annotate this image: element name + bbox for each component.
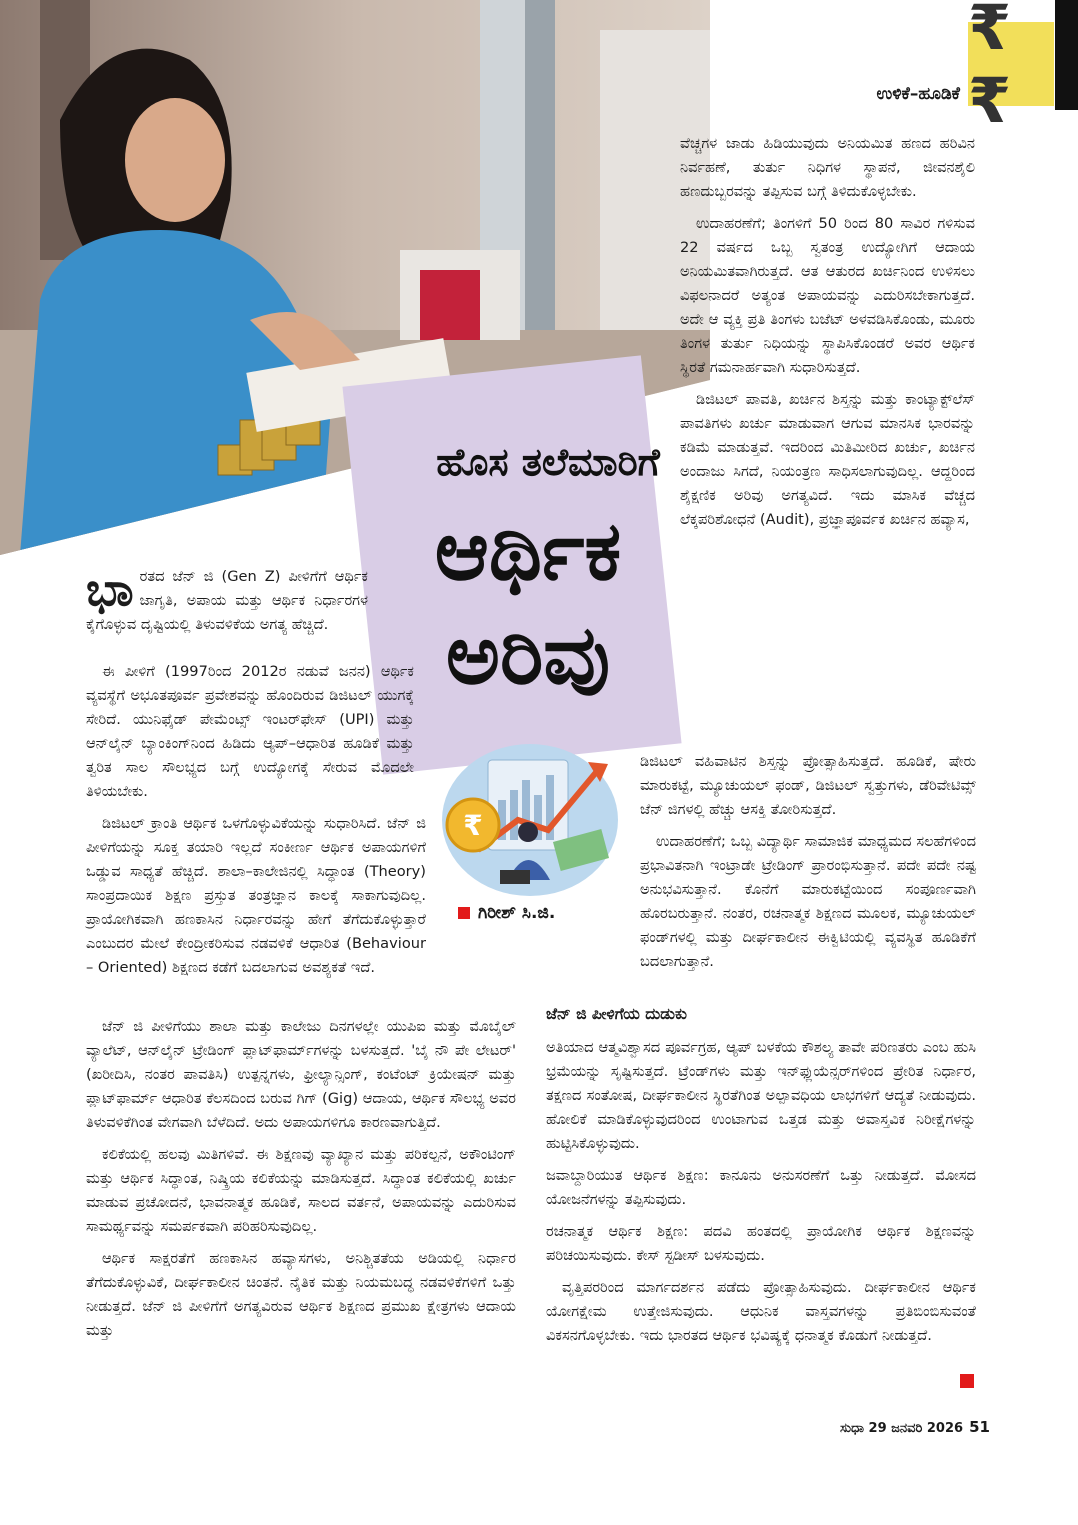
title-line-3: ಅರಿವು bbox=[445, 608, 611, 703]
byline bbox=[458, 903, 555, 923]
paragraph: ಉದಾಹರಣೆಗೆ; ತಿಂಗಳಿಗೆ 50 ರಿಂದ 80 ಸಾವಿರ ಗಳಿಸುವ 22 ವರ್ಷದ ಒಬ್ಬ ಸ್ವತಂತ್ರ ಉದ್ಯೋಗಿಗೆ ಆದಾಯ ಅನಿಯಮಿತವಾಗಿರುತ್ತದೆ. ಆತ ಆತುರದ ಖರ್ಚಿನಿಂದ ಉಳಿಸಲು ವಿಫಲನಾದರೆ ಅತ್ಯಂತ ಅಪಾಯವನ್ನು ಎದುರಿಸಬೇಕಾಗುತ್ತದೆ. ಅದೇ ಆ ವ್ಯಕ್ತಿ ಪ್ರತಿ ತಿಂಗಳು ಬಜೆಟ್ ಅಳವಡಿಸಿಕೊಂಡು, ಮೂರು ತಿಂಗಳ ತುರ್ತು ನಿಧಿಯನ್ನು ಸ್ಥಾಪಿಸಿಕೊಂಡರೆ ಅವರ ಆರ್ಥಿಕ ಸ್ಥಿರತೆ ಗಮನಾರ್ಹವಾಗಿ ಸುಧಾರಿಸುತ್ತದೆ. bbox=[680, 215, 975, 376]
paragraph: ಜೆನ್ ಜಿ ಪೀಳಿಗೆಯು ಶಾಲಾ ಮತ್ತು ಕಾಲೇಜು ದಿನಗಳಲ್ಲೇ ಯುಪಿಐ ಮತ್ತು ಮೊಬೈಲ್ ವ್ಯಾಲೆಟ್, ಆನ್‌ಲೈನ್ ಟ್ರೇಡಿಂಗ್ ಪ್ಲಾಟ್‌ಫಾರ್ಮ್‌ಗಳನ್ನು ಬಳಸುತ್ತದೆ. 'ಬೈ ನೌ ಪೇ ಲೇಟರ್' (ಖರೀದಿಸಿ, ನಂತರ ಪಾವತಿಸಿ) ಉತ್ಪನ್ನಗಳು, ಫ್ರೀಲ್ಯಾನ್ಸಿಂಗ್, ಕಂಟೆಂಟ್ ಕ್ರಿಯೇಷನ್ ಮತ್ತು ಪ್ಲಾಟ್‌ಫಾರ್ಮ್ ಆಧಾರಿತ ಕೆಲಸದಿಂದ ಬರುವ ಗಿಗ್ (Gig) ಆದಾಯ, ಆರ್ಥಿಕ ಸೌಲಭ್ಯ ಅವರ ತಿಳುವಳಿಕೆಗಿಂತ ವೇಗವಾಗಿ ಬೆಳೆದಿದೆ. ಅದು ಅಪಾಯಗಳಿಗೂ ಕಾರಣವಾಗುತ್ತಿದೆ. bbox=[86, 1018, 516, 1131]
paragraph: ಆರ್ಥಿಕ ಸಾಕ್ಷರತೆಗೆ ಹಣಕಾಸಿನ ಹವ್ಯಾಸಗಳು, ಅನಿಶ್ಚಿತತೆಯ ಅಡಿಯಲ್ಲಿ ನಿರ್ಧಾರ ತೆಗೆದುಕೊಳ್ಳುವಿಕೆ, ದೀರ್ಘಕಾಲೀನ ಚಿಂತನೆ. ನೈತಿಕ ಮತ್ತು ನಿಯಮಬದ್ಧ ನಡವಳಿಕೆಗಳಿಗೆ ಒತ್ತು ನೀಡುತ್ತದೆ. ಜೆನ್ ಜಿ ಪೀಳಿಗೆಗೆ ಅಗತ್ಯವಿರುವ ಆರ್ಥಿಕ ಶಿಕ್ಷಣದ ಪ್ರಮುಖ ಕ್ಷೇತ್ರಗಳು ಆದಾಯ ಮತ್ತು bbox=[86, 1250, 516, 1339]
paragraph: ಉದಾಹರಣೆಗೆ; ಒಬ್ಬ ವಿದ್ಯಾರ್ಥಿ ಸಾಮಾಜಿಕ ಮಾಧ್ಯಮದ ಸಲಹೆಗಳಿಂದ ಪ್ರಭಾವಿತನಾಗಿ ಇಂಟ್ರಾಡೇ ಟ್ರೇಡಿಂಗ್ ಪ್ರಾರಂಭಿಸುತ್ತಾನೆ. ಪದೇ ಪದೇ ನಷ್ಟ ಅನುಭವಿಸುತ್ತಾನೆ. ಕೊನೆಗೆ ಮಾರುಕಟ್ಟೆಯಿಂದ ಸಂಪೂರ್ಣವಾಗಿ ಹೊರಬರುತ್ತಾನೆ. ನಂತರ, ರಚನಾತ್ಮಕ ಶಿಕ್ಷಣದ ಮೂಲಕ, ಮ್ಯೂಚುಯಲ್ ಫಂಡ್‌ಗಳಲ್ಲಿ ಮತ್ತು ದೀರ್ಘಕಾಲೀನ ಈಕ್ವಿಟಿಯಲ್ಲಿ ವ್ಯವಸ್ಥಿತ ಹೂಡಿಕೆಗೆ ಬದಲಾಗುತ್ತಾನೆ. bbox=[640, 833, 976, 970]
paragraph: ಈ ಪೀಳಿಗೆ (1997ರಿಂದ 2012ರ ನಡುವೆ ಜನನ) ಆರ್ಥಿಕ ವ್ಯವಸ್ಥೆಗೆ ಅಭೂತಪೂರ್ವ ಪ್ರವೇಶವನ್ನು ಹೊಂದಿರುವ ಡಿಜಿಟಲ್ ಯುಗಕ್ಕೆ ಸೇರಿದೆ. ಯುನಿಫೈಡ್ ಪೇಮೆಂಟ್ಸ್ ಇಂಟರ್‌ಫೇಸ್ (UPI) ಮತ್ತು ಆನ್‌ಲೈನ್ ಬ್ಯಾಂಕಿಂಗ್‌ನಿಂದ ಹಿಡಿದು ಆ್ಯಪ್–ಆಧಾರಿತ ಹೂಡಿಕೆ ಮತ್ತು ತ್ವರಿತ ಸಾಲ ಸೌಲಭ್ಯದ ಬಗ್ಗೆ ಉದ್ಯೋಗಕ್ಕೆ ಸೇರುವ ಮೊದಲೇ ತಿಳಿಯಬೇಕು. bbox=[86, 663, 414, 800]
paragraph: ರಚನಾತ್ಮಕ ಆರ್ಥಿಕ ಶಿಕ್ಷಣ: ಪದವಿ ಹಂತದಲ್ಲಿ ಪ್ರಾಯೋಗಿಕ ಆರ್ಥಿಕ ಶಿಕ್ಷಣವನ್ನು ಪರಿಚಯಿಸುವುದು. ಕೇಸ್ ಸ್ಟಡೀಸ್ ಬಳಸುವುದು. bbox=[546, 1223, 976, 1264]
subheading: ಜೆನ್ ಜಿ ಪೀಳಿಗೆಯ ದುಡುಕು bbox=[546, 1005, 687, 1023]
left-column-mid bbox=[86, 660, 426, 980]
author-name: ಗಿರೀಶ್ ಸಿ.ಜಿ. bbox=[478, 903, 556, 923]
left-column-bottom bbox=[86, 1015, 516, 1343]
page-number: 51 bbox=[969, 1418, 990, 1436]
end-mark bbox=[960, 1374, 974, 1388]
header-bar bbox=[1055, 0, 1078, 110]
intro-paragraph: ರತದ ಜೆನ್ ಜಿ (Gen Z) ಪೀಳಿಗೆಗೆ ಆರ್ಥಿಕ ಜಾಗೃತಿ, ಅಪಾಯ ಮತ್ತು ಆರ್ಥಿಕ ನಿರ್ಧಾರಗಳ ಕೈಗೊಳ್ಳುವ ದೃಷ್ಟಿಯಲ್ಲಿ ತಿಳುವಳಿಕೆಯ ಅಗತ್ಯ ಹೆಚ್ಚಿದೆ. bbox=[86, 568, 368, 633]
paragraph: ಡಿಜಿಟಲ್ ಪಾವತಿ, ಖರ್ಚಿನ ಶಿಸ್ತನ್ನು ಮತ್ತು ಕಾಂಟ್ಯಾಕ್ಟ್‌ಲೆಸ್ ಪಾವತಿಗಳು ಖರ್ಚು ಮಾಡುವಾಗ ಆಗುವ ಮಾನಸಿಕ ಭಾರವನ್ನು ಕಡಿಮೆ ಮಾಡುತ್ತವೆ. ಇದರಿಂದ ಮಿತಿಮೀರಿದ ಖರ್ಚು, ಖರ್ಚಿನ ಅಂದಾಜು ಸಿಗದೆ, ನಿಯಂತ್ರಣ ಸಾಧಿಸಲಾಗುವುದಿಲ್ಲ. ಆದ್ದರಿಂದ ಶೈಕ್ಷಣಿಕ ಅರಿವು ಅಗತ್ಯವಿದೆ. ಇದು ಮಾಸಿಕ ವೆಚ್ಚದ ಲೆಕ್ಕಪರಿಶೋಧನೆ (Audit), ಪ್ರಜ್ಞಾಪೂರ್ವಕ ಖರ್ಚಿನ ಹವ್ಯಾಸ, bbox=[680, 391, 975, 528]
svg-text:₹: ₹ bbox=[463, 809, 483, 842]
title-line-2: ಆರ್ಥಿಕ bbox=[434, 504, 622, 599]
title-line-1: ಹೊಸ ತಲೆಮಾರಿಗೆ bbox=[436, 440, 660, 484]
paragraph: ವೆಚ್ಚಗಳ ಜಾಡು ಹಿಡಿಯುವುದು ಅನಿಯಮಿತ ಹಣದ ಹರಿವಿನ ನಿರ್ವಹಣೆ, ತುರ್ತು ನಿಧಿಗಳ ಸ್ಥಾಪನೆ, ಜೀವನಶೈಲಿ ಹಣದುಬ್ಬರವನ್ನು ತಪ್ಪಿಸುವ ಬಗ್ಗೆ ತಿಳಿದುಕೊಳ್ಳಬೇಕು. bbox=[680, 135, 975, 200]
paragraph: ಜವಾಬ್ದಾರಿಯುತ ಆರ್ಥಿಕ ಶಿಕ್ಷಣ: ಕಾನೂನು ಅನುಸರಣೆಗೆ ಒತ್ತು ನೀಡುತ್ತದೆ. ಮೋಸದ ಯೋಜನೆಗಳನ್ನು ತಪ್ಪಿಸುವುದು. bbox=[546, 1167, 976, 1208]
drop-cap: ಭಾ bbox=[86, 562, 134, 616]
section-label: ಉಳಿಕೆ–ಹೂಡಿಕೆ bbox=[876, 84, 960, 104]
issue-info: ಸುಧಾ 29 ಜನವರಿ 2026 bbox=[840, 1421, 964, 1436]
right-column-mid bbox=[640, 750, 976, 974]
right-column-top bbox=[680, 132, 975, 532]
paragraph: ಕಲಿಕೆಯಲ್ಲಿ ಹಲವು ಮಿತಿಗಳಿವೆ. ಈ ಶಿಕ್ಷಣವು ವ್ಯಾಖ್ಯಾನ ಮತ್ತು ಪರಿಕಲ್ಪನೆ, ಅಕೌಂಟಿಂಗ್ ಮತ್ತು ಆರ್ಥಿಕ ಸಿದ್ಧಾಂತ, ನಿಷ್ಕ್ರಿಯ ಕಲಿಕೆಯನ್ನು ಮಾಡಿಸುತ್ತದೆ. ಸಿದ್ಧಾಂತ ಕಲಿಕೆಯಲ್ಲಿ ಖರ್ಚು ಮಾಡುವ ಪ್ರಚೋದನೆ, ಭಾವನಾತ್ಮಕ ಹೂಡಿಕೆ, ಸಾಲದ ವರ್ತನೆ, ಅಪಾಯವನ್ನು ಎದುರಿಸುವ ಸಾಮರ್ಥ್ಯವನ್ನು ಸಮರ್ಪಕವಾಗಿ ಪರಿಹರಿಸುವುದಿಲ್ಲ. bbox=[86, 1146, 516, 1235]
paragraph: ವೃತ್ತಿಪರರಿಂದ ಮಾರ್ಗದರ್ಶನ ಪಡೆದು ಪ್ರೋತ್ಸಾಹಿಸುವುದು. ದೀರ್ಘಕಾಲೀನ ಆರ್ಥಿಕ ಯೋಗಕ್ಷೇಮ ಉತ್ತೇಜಿಸುವುದು. ಆಧುನಿಕ ವಾಸ್ತವಗಳನ್ನು ಪ್ರತಿಬಿಂಬಿಸುವಂತೆ ವಿಕಸನಗೊಳ್ಳಬೇಕು. ಇದು ಭಾರತದ ಆರ್ಥಿಕ ಭವಿಷ್ಯಕ್ಕೆ ಧನಾತ್ಮಕ ಕೊಡುಗೆ ನೀಡುತ್ತದೆ. bbox=[546, 1279, 976, 1344]
paragraph: ಅತಿಯಾದ ಆತ್ಮವಿಶ್ವಾಸದ ಪೂರ್ವಗ್ರಹ, ಆ್ಯಪ್ ಬಳಕೆಯ ಕೌಶಲ್ಯ ತಾವೇ ಪರಿಣತರು ಎಂಬ ಹುಸಿ ಭ್ರಮೆಯನ್ನು ಸೃಷ್ಟಿಸುತ್ತದೆ. ಟ್ರೆಂಡ್‌ಗಳು ಮತ್ತು ಇನ್‌ಫ್ಲುಯೆನ್ಸರ್‌ಗಳಿಂದ ಪ್ರೇರಿತ ನಿರ್ಧಾರ, ತಕ್ಷಣದ ಸಂತೋಷ, ದೀರ್ಘಕಾಲೀನ ಸ್ಥಿರತೆಗಿಂತ ಅಲ್ಪಾವಧಿಯ ಲಾಭಗಳಿಗೆ ಆದ್ಯತೆ ನೀಡುವುದು. ಹೋಲಿಕೆ ಮಾಡಿಕೊಳ್ಳುವುದರಿಂದ ಉಂಟಾಗುವ ಒತ್ತಡ ಮತ್ತು ಅವಾಸ್ತವಿಕ ನಿರೀಕ್ಷೆಗಳನ್ನು ಹುಟ್ಟಿಸಿಕೊಳ್ಳುವುದು. bbox=[546, 1039, 976, 1152]
paragraph: ಡಿಜಿಟಲ್ ವಹಿವಾಟಿನ ಶಿಸ್ತನ್ನು ಪ್ರೋತ್ಸಾಹಿಸುತ್ತದೆ. ಹೂಡಿಕೆ, ಷೇರು ಮಾರುಕಟ್ಟೆ, ಮ್ಯೂಚುಯಲ್ ಫಂಡ್, ಡಿಜಿಟಲ್ ಸ್ವತ್ತುಗಳು, ಡೆರಿವೇಟಿವ್ಸ್ ಜೆನ್ ಜಿಗಳಲ್ಲಿ ಹೆಚ್ಚು ಆಸಕ್ತಿ ತೋರಿಸುತ್ತದೆ. bbox=[640, 753, 976, 818]
page-footer bbox=[840, 1418, 990, 1436]
byline-marker bbox=[458, 907, 470, 919]
finance-illustration bbox=[438, 740, 622, 898]
paragraph: ಡಿಜಿಟಲ್ ಕ್ರಾಂತಿ ಆರ್ಥಿಕ ಒಳಗೊಳ್ಳುವಿಕೆಯನ್ನು ಸುಧಾರಿಸಿದೆ. ಜೆನ್ ಜಿ ಪೀಳಿಗೆಯನ್ನು ಸೂಕ್ತ ತಯಾರಿ ಇಲ್ಲದೆ ಸಂಕೀರ್ಣ ಆರ್ಥಿಕ ಅಪಾಯಗಳಿಗೆ ಒಡ್ಡುವ ಸಾಧ್ಯತೆ ಹೆಚ್ಚಿದೆ. ಶಾಲಾ–ಕಾಲೇಜಿನಲ್ಲಿ ಸಿದ್ಧಾಂತ (Theory) ಸಾಂಪ್ರದಾಯಿಕ ಶಿಕ್ಷಣ ಪ್ರಸ್ತುತ ತಂತ್ರಜ್ಞಾನ ಕಾಲಕ್ಕೆ ಸಾಕಾಗುವುದಿಲ್ಲ. ಪ್ರಾಯೋಗಿಕವಾಗಿ ಹಣಕಾಸಿನ ನಿರ್ಧಾರವನ್ನು ಹೇಗೆ ತೆಗೆದುಕೊಳ್ಳುತ್ತಾರೆ ಎಂಬುದರ ಮೇಲೆ ಕೇಂದ್ರೀಕರಿಸುವ ನಡವಳಿಕೆ ಆಧಾರಿತ (Behaviour – Oriented) ಶಿಕ್ಷಣದ ಕಡೆಗೆ ಬದಲಾಗುವ ಅವಶ್ಯಕತೆ ಇದೆ. bbox=[86, 815, 426, 976]
rupee-icon: ₹₹ bbox=[968, 22, 1054, 106]
left-column-top bbox=[86, 562, 368, 637]
title-main bbox=[378, 500, 678, 708]
right-column-bottom bbox=[546, 990, 976, 1348]
